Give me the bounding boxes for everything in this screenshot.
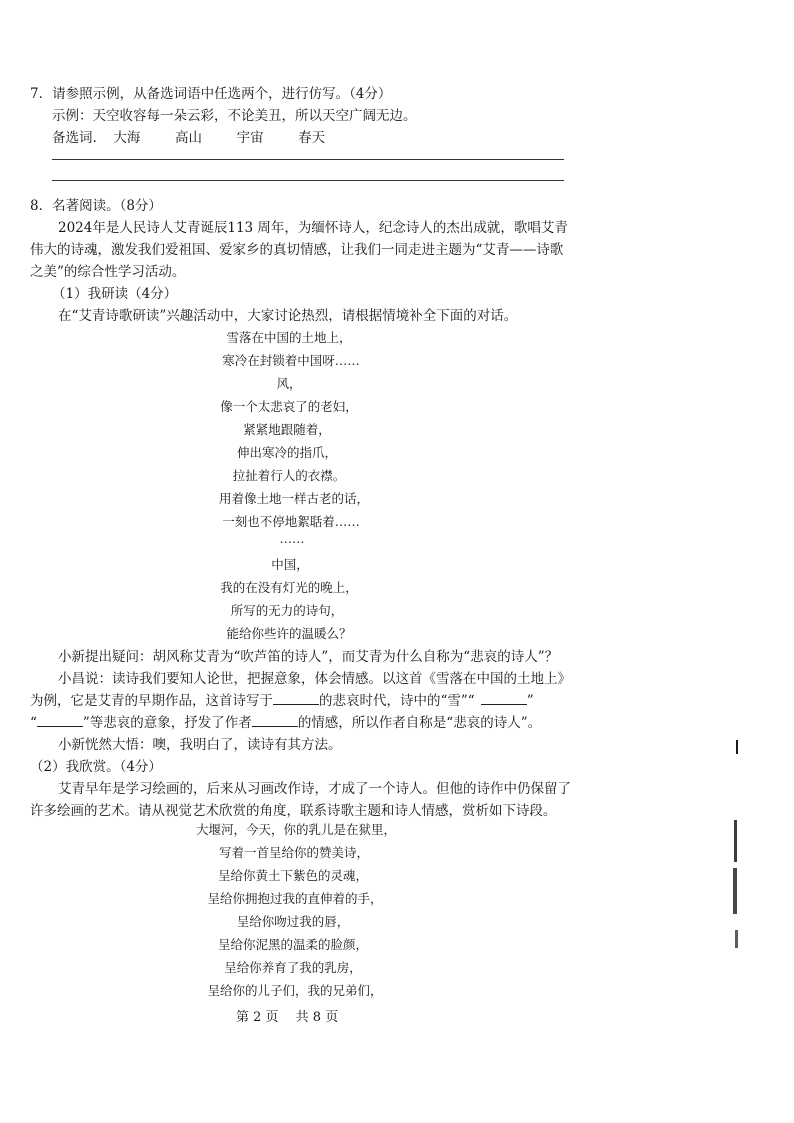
part2-description: 许多绘画的艺术。请从视觉艺术欣赏的角度，联系诗歌主题和诗人情感，赏析如下诗段。: [30, 803, 557, 819]
dialog-text: ”: [526, 693, 534, 709]
poem2-line: 呈给你养育了我的乳房，: [224, 960, 362, 975]
poem2-line: 呈给你吻过我的唇，: [236, 914, 350, 929]
page-footer: 第 2 页 共 8 页: [236, 1010, 339, 1025]
poem2-line: 呈给你拥抱过我的直伸着的手，: [207, 891, 383, 906]
scan-artifact: [734, 820, 737, 862]
q7-prompt: 7．请参照示例，从备选词语中任选两个，进行仿写。（4分）: [30, 86, 392, 102]
poem1-line: 风，: [276, 376, 302, 391]
part2-title: （2）我欣赏。（4分）: [30, 759, 162, 775]
q7-candidate: 大海: [113, 130, 141, 146]
q7-candidates: [52, 126, 325, 146]
scan-artifact: [735, 930, 738, 948]
poem1-line: 像一个太悲哀了的老妇，: [220, 399, 358, 414]
poem1-line: 用着像土地一样古老的话，: [218, 491, 369, 506]
dialog-text: 的情感，所以作者自称是“悲哀的诗人”。: [297, 715, 542, 731]
scan-artifact: [733, 868, 737, 914]
q8-prompt: 8．名著阅读。（8分）: [30, 198, 162, 214]
poem1-line: 所写的无力的诗句，: [230, 603, 344, 618]
poem1-line: 中国，: [271, 557, 309, 572]
poem2-line: 呈给你泥黑的温柔的脸颜，: [217, 937, 368, 952]
q7-example: 示例：天空收容每一朵云彩，不论美丑，所以天空广阔无边。: [52, 108, 417, 124]
part2-description: 艾青早年是学习绘画的，后来从习画改作诗，才成了一个诗人。但他的诗作中仍保留了: [58, 781, 571, 797]
poem2-line: 写着一首呈给你的赞美诗，: [218, 845, 369, 860]
q8-intro-line: 之美”的综合性学习活动。: [30, 264, 186, 280]
dialog-line: 小新提出疑问：胡风称艾青为“吹芦笛的诗人”，而艾青为什么自称为“悲哀的诗人”？: [58, 649, 559, 665]
poem1-line: 一刻也不停地絮聒着……: [222, 514, 360, 529]
poem2-line: 呈给你的儿子们，我的兄弟们，: [207, 983, 383, 998]
part1-description: 在“艾青诗歌研读”兴趣活动中，大家讨论热烈，请根据情境补全下面的对话。: [58, 308, 518, 324]
q7-candidate: 春天: [298, 130, 326, 146]
q7-candidate: 宇宙: [236, 130, 264, 146]
dialog-line: [30, 689, 534, 709]
dialog-text: ”等悲哀的意象，抒发了作者: [82, 715, 252, 731]
q8-intro-line: 伟大的诗魂，激发我们爱祖国、爱家乡的真切情感，让我们一同走进主题为“艾青——诗歌: [30, 242, 564, 258]
dialog-line: 小新恍然大悟：噢，我明白了，读诗有其方法。: [58, 737, 342, 753]
poem1-line: 寒冷在封锁着中国呀……: [222, 353, 360, 368]
poem1-line: 我的在没有灯光的晚上，: [220, 580, 358, 595]
part1-title: （1）我研读（4分）: [52, 286, 178, 302]
poem1-line: ……: [279, 531, 305, 546]
scan-artifact: [736, 740, 738, 754]
poem1-line: 伸出寒冷的指爪，: [236, 445, 337, 460]
q7-candidate: 高山: [174, 130, 202, 146]
dialog-text: 的悲哀时代，诗中的“雪”“: [319, 693, 475, 709]
poem2-line: 呈给你黄土下紫色的灵魂，: [217, 868, 368, 883]
poem1-line: 紧紧地跟随着，: [243, 422, 331, 437]
answer-line[interactable]: [52, 180, 564, 181]
poem2-line: 大堰河，今天，你的乳儿是在狱里，: [195, 822, 396, 837]
fill-blank[interactable]: [252, 714, 298, 727]
poem1-line: 雪落在中国的土地上，: [226, 330, 352, 345]
dialog-line: 小昌说：读诗我们要知人论世，把握意象，体会情感。以这首《雪落在中国的土地上》: [58, 671, 571, 687]
poem1-line: 拉扯着行人的衣襟。: [232, 468, 346, 483]
poem1-line: 能给你些许的温暖么？: [226, 626, 352, 641]
dialog-line: [30, 711, 541, 731]
fill-blank[interactable]: [273, 692, 319, 705]
q8-intro-line: 2024年是人民诗人艾青诞辰113 周年，为缅怀诗人，纪念诗人的杰出成就，歌唱艾青: [58, 220, 568, 236]
q7-candidates-label: 备选词.: [52, 130, 97, 146]
dialog-text: 为例，它是艾青的早期作品，这首诗写于: [30, 693, 273, 709]
fill-blank[interactable]: [481, 692, 527, 705]
fill-blank[interactable]: [37, 714, 83, 727]
dialog-text: “: [30, 715, 37, 731]
answer-line[interactable]: [52, 159, 564, 160]
